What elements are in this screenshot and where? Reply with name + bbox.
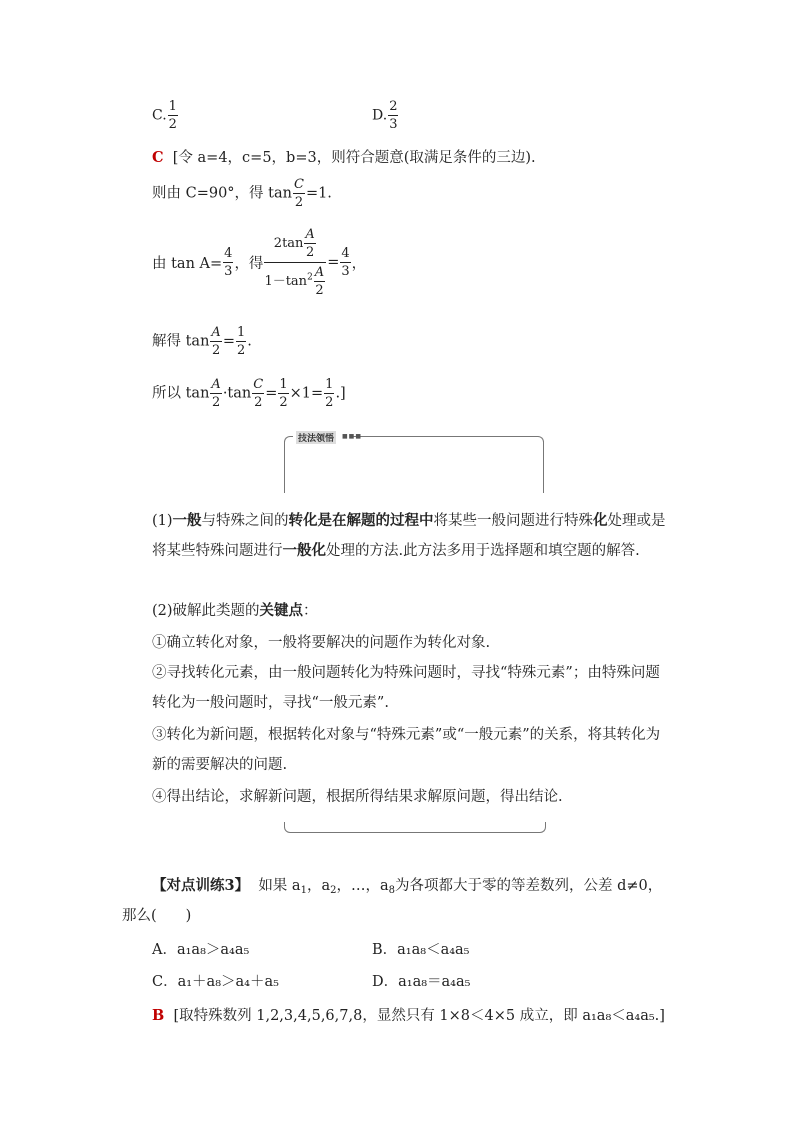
solution1-line3: 由 tan A= $\frac{4}{3}$ ，得 2tan $\frac{A}{2}$ $1-\tan^2$ $\frac{A}{2}$ = $\frac{4}{3}$ ， — [152, 227, 367, 298]
tips-step-3: ③转化为新问题，根据转化对象与“特殊元素”或“一般元素”的关系，将其转化为新的需要解决的问题. — [152, 727, 661, 773]
solution1-line2: 则由 C=90°，得 tan $\frac{C}{2}$ =1. — [152, 177, 332, 210]
tips-step-1: ①确立转化对象，一般将要解决的问题作为转化对象. — [152, 635, 491, 651]
tips-box-bottom — [284, 822, 546, 833]
exercise-answer-letter: B — [152, 1007, 165, 1024]
option-d-fraction: $\frac{2}{3}$ — [389, 99, 398, 132]
exercise-option-b: B．a₁a₈＜a₄a₅ — [372, 942, 470, 958]
exercise-option-d: D．a₁a₈＝a₄a₅ — [372, 974, 471, 990]
tips-step-4: ④得出结论，求解新问题，根据所得结果求解原问题，得出结论. — [152, 789, 563, 805]
exercise-stem-line2: 那么( ) — [122, 908, 192, 924]
tips-box-top — [284, 433, 544, 496]
exercise-option-a: A．a₁a₈＞a₄a₅ — [152, 942, 250, 958]
tips-badge: 技法领悟 — [296, 431, 336, 444]
option-d — [372, 100, 399, 131]
solution1-line5: 所以 tan $\frac{A}{2}$ ·tan $\frac{C}{2}$ = $\frac{1}{2}$ ×1= $\frac{1}{2}$ .] — [152, 377, 346, 410]
exercise-option-c: C．a₁＋a₈＞a₄＋a₅ — [152, 974, 279, 990]
tips-paragraph-2: (2)破解此类题的关键点： — [152, 602, 318, 619]
option-c-fraction: $\frac{1}{2}$ — [168, 99, 177, 132]
exercise-stem: 【对点训练3】 如果 $a_1$，$a_2$，…，$a_8$为各项都大于零的等差数列，公差 d≠0， — [152, 877, 663, 896]
answer-letter: C — [152, 149, 164, 166]
exercise-solution: B [取特殊数列 1,2,3,4,5,6,7,8，显然只有 1×8＜4×5 成立，即 a₁a₈＜a₄a₅.] — [152, 1007, 665, 1024]
tips-paragraph-1: (1)一般与特殊之间的转化是在解题的过程中将某些一般问题进行特殊化处理或是将某些特殊问题进行一般化处理的方法.此方法多用于选择题和填空题的解答. — [152, 512, 666, 559]
tips-dots: ■■■ — [342, 433, 363, 440]
option-c — [152, 100, 179, 131]
tips-step-2: ②寻找转化元素，由一般问题转化为特殊问题时，寻找“特殊元素”；由特殊问题转化为一般问题时，寻找“一般元素”. — [152, 665, 660, 711]
solution1-line1: C [令 a=4，c=5，b=3，则符合题意(取满足条件的三边). — [152, 149, 536, 166]
solution1-line4: 解得 tan $\frac{A}{2}$ = $\frac{1}{2}$ . — [152, 325, 252, 358]
option-d-label: D. — [372, 107, 388, 124]
option-c-label: C. — [152, 107, 167, 124]
exercise-tag: 【对点训练3】 — [152, 877, 250, 894]
tan-double-angle-fraction: 2tan $\frac{A}{2}$ $1-\tan^2$ $\frac{A}{2}$ — [264, 227, 325, 298]
